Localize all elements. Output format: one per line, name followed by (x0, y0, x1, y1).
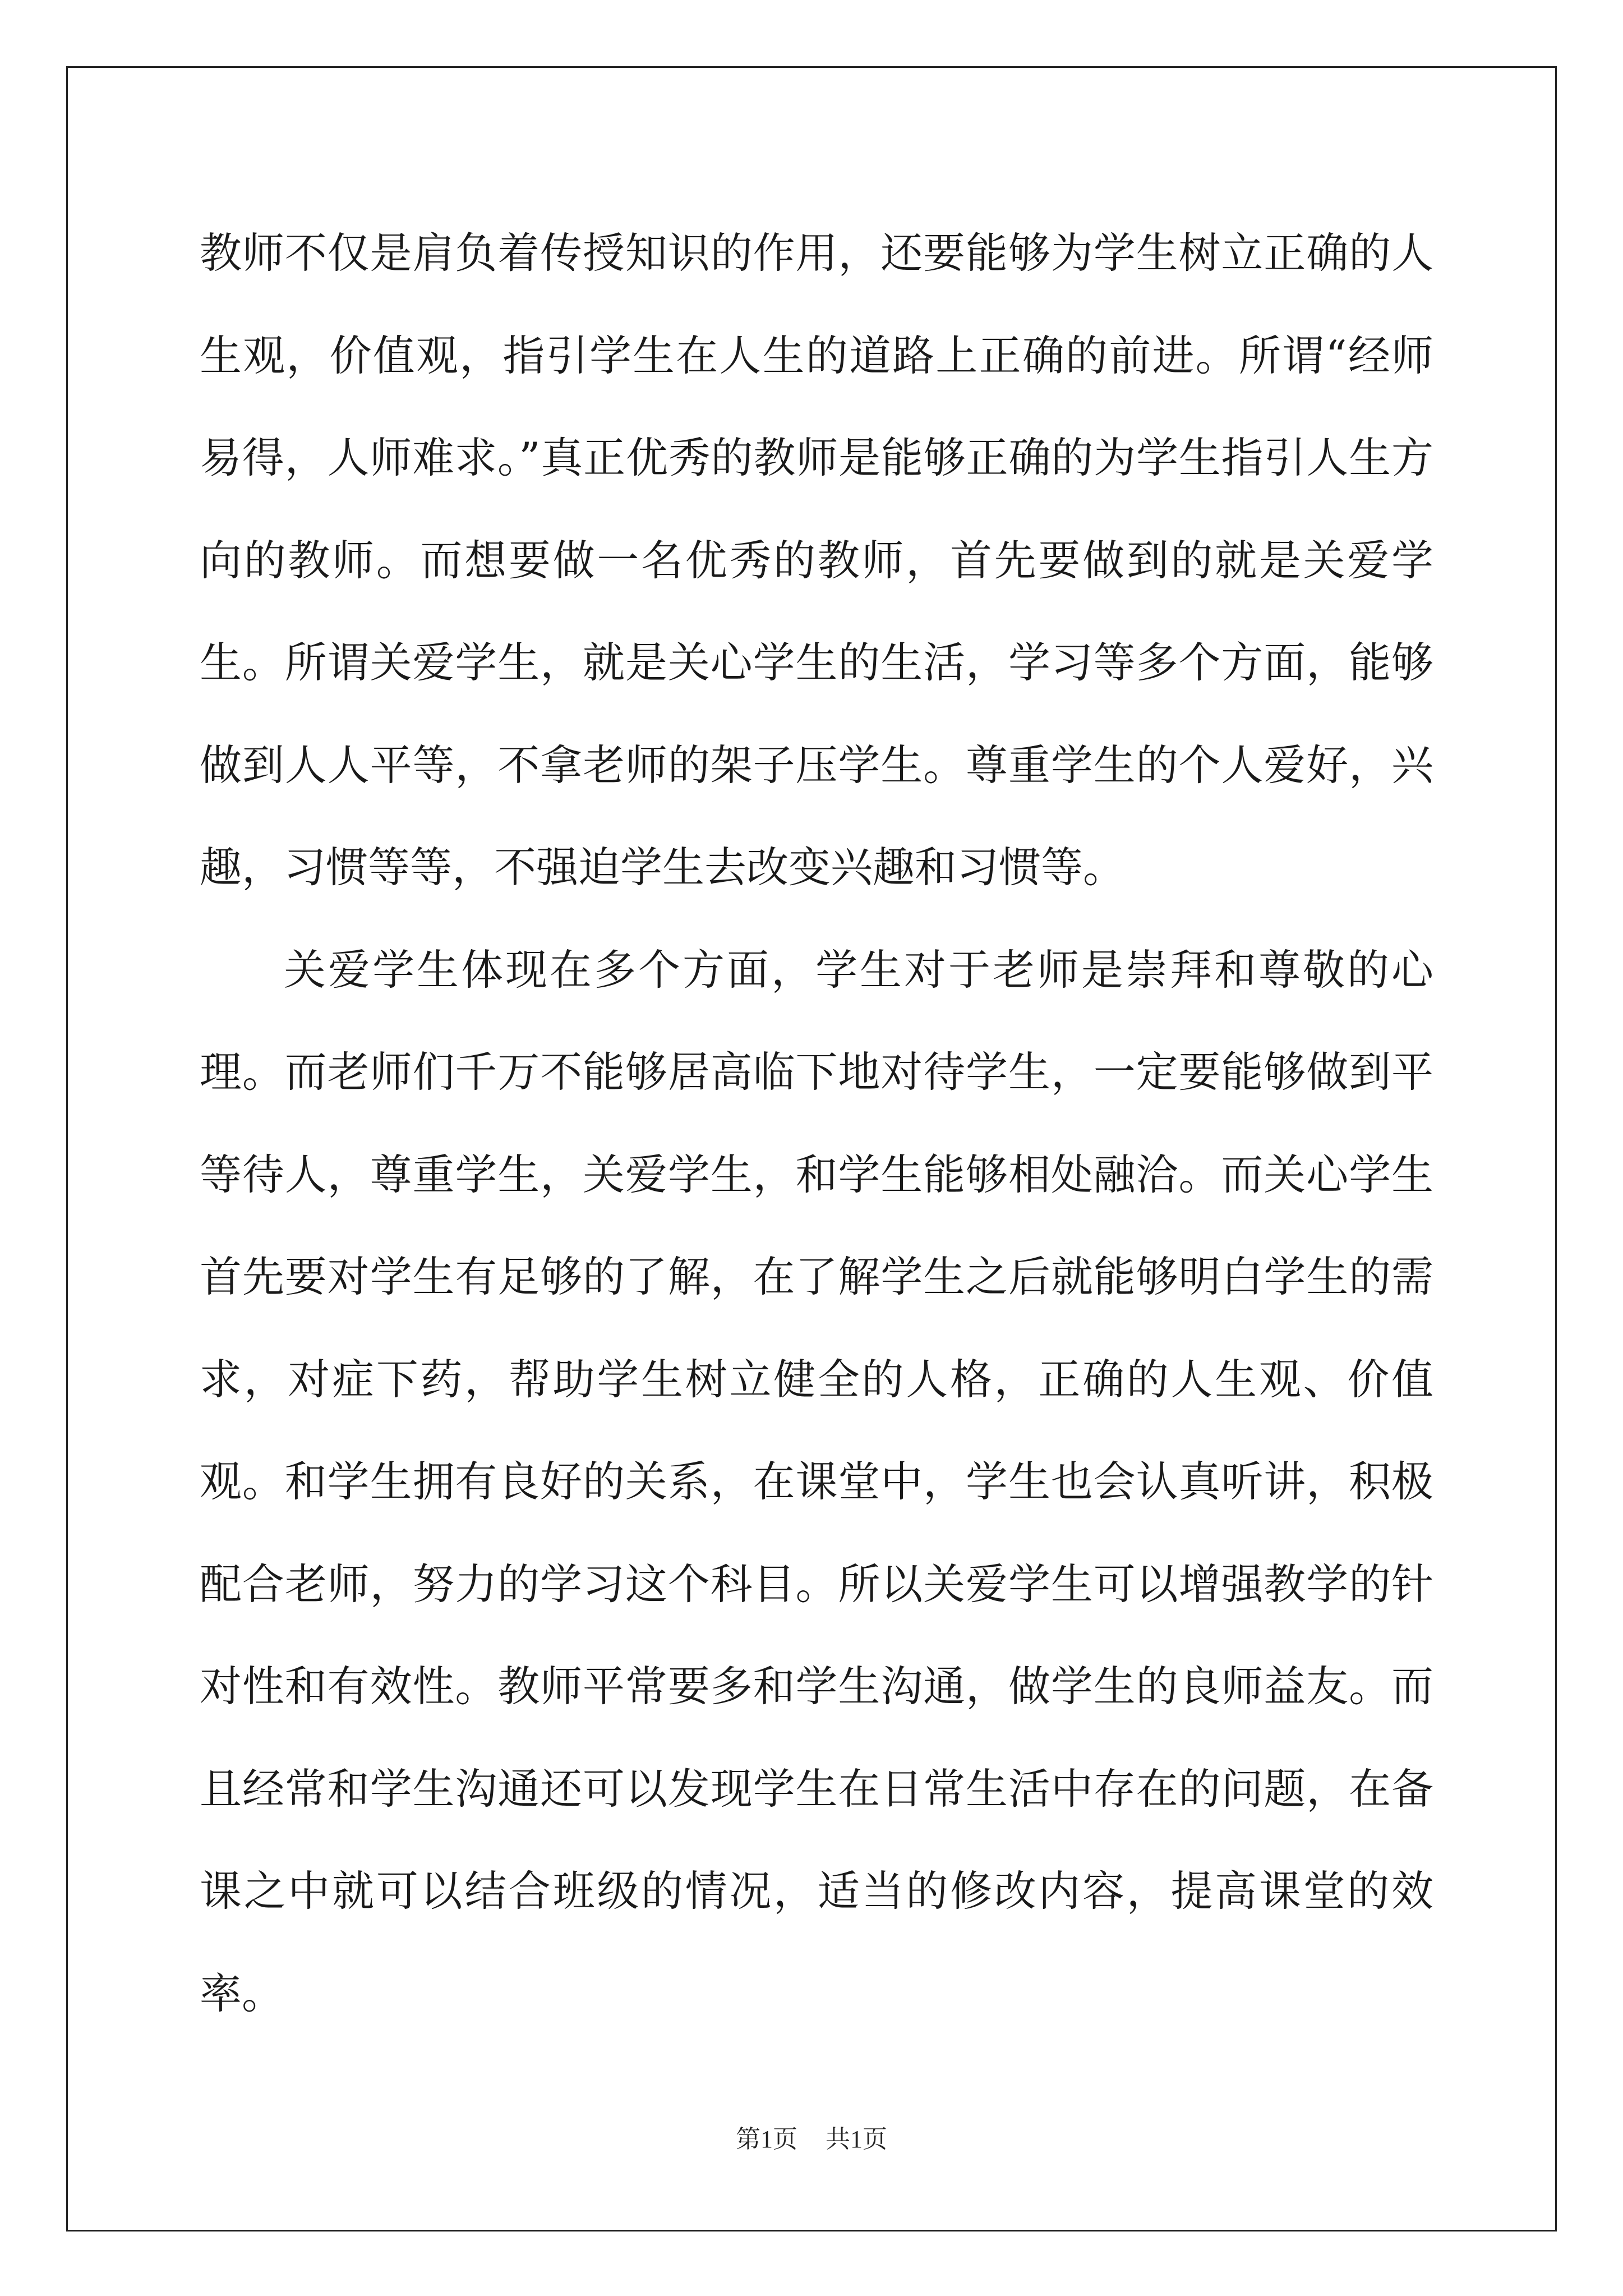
page-total: 共1页 (826, 2125, 887, 2153)
paragraph-2: 关爱学生体现在多个方面，学生对于老师是崇拜和尊敬的心理。而老师们千万不能够居高临下地对待学生，一定要能够做到平等待人，尊重学生，关爱学生，和学生能够相处融洽。而关心学生首先要对学生有足够的了解，在了解学生之后就能够明白学生的需求，对症下药，帮助学生树立健全的人格，正确的人生观、价值观。和学生拥有良好的关系，在课堂中，学生也会认真听讲，积极配合老师，努力的学习这个科目。所以关爱学生可以增强教学的针对性和有效性。教师平常要多和学生沟通，做学生的良师益友。而且经常和学生沟通还可以发现学生在日常生活中存在的问题，在备课之中就可以结合班级的情况，适当的修改内容，提高课堂的效率。 (200, 945, 1433, 2018)
page-footer (0, 2123, 1623, 2156)
paragraph-1: 教师不仅是肩负着传授知识的作用，还要能够为学生树立正确的人生观，价值观，指引学生在人生的道路上正确的前进。所谓“经师易得，人师难求。”真正优秀的教师是能够正确的为学生指引人生方向的教师。而想要做一名优秀的教师，首先要做到的就是关爱学生。所谓关爱学生，就是关心学生的生活，学习等多个方面，能够做到人人平等，不拿老师的架子压学生。尊重学生的个人爱好，兴趣，习惯等等，不强迫学生去改变兴趣和习惯等。 (200, 228, 1433, 892)
document-body (200, 202, 1433, 2045)
page-number: 第1页 (736, 2125, 797, 2153)
